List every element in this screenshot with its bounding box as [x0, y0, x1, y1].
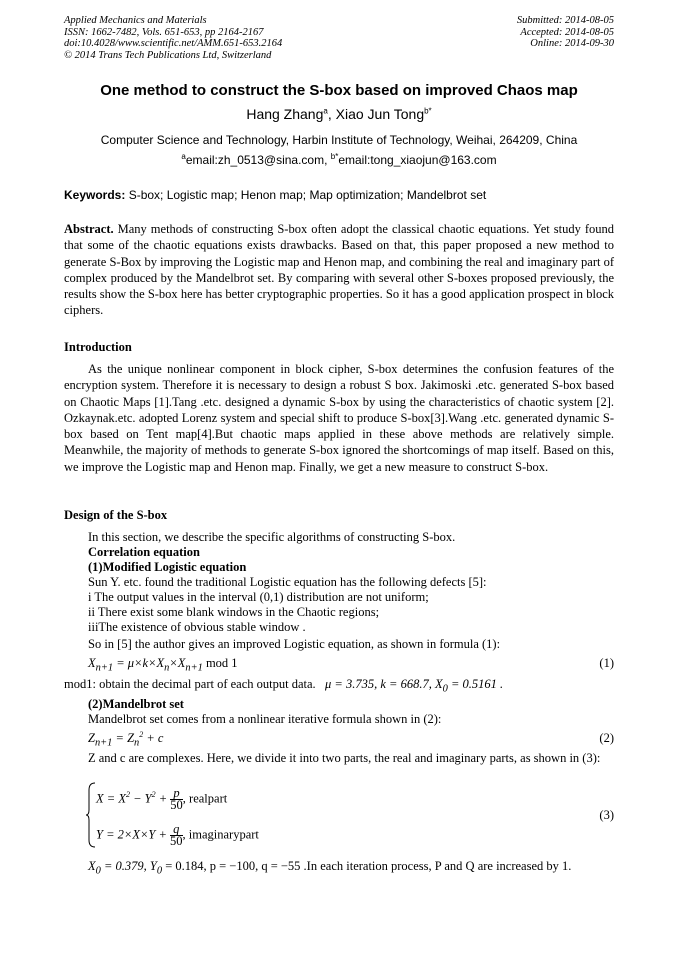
defect-3: iiiThe existence of obvious stable window . [88, 620, 306, 634]
journal-issn: ISSN: 1662-7482, Vols. 651-653, pp 2164-2167 [64, 26, 264, 38]
emails [0, 153, 678, 167]
correlation-heading: Correlation equation [88, 545, 200, 559]
brace-icon [86, 782, 96, 848]
design-intro: In this section, we describe the specific algorithms of constructing S-box. [88, 530, 456, 544]
journal-header-left [64, 15, 282, 61]
mod1-text: mod1: obtain the decimal part of each output data. [64, 677, 316, 691]
email-b-sup: b* [330, 152, 339, 161]
logistic-heading: (1)Modified Logistic equation [88, 560, 247, 574]
author-2-sup: b* [424, 106, 432, 116]
equation-3-imag: Y = 2×X×Y + $\frac{q}{50}$ , imaginarypart [96, 822, 259, 848]
keywords [64, 188, 624, 202]
keywords-label: Keywords: [64, 188, 126, 202]
email-b: email:tong_xiaojun@163.com [338, 153, 497, 167]
introduction-heading: Introduction [64, 340, 132, 354]
journal-doi: doi:10.4028/www.scientific.net/AMM.651-653.2164 [64, 38, 283, 49]
affiliation: Computer Science and Technology, Harbin Institute of Technology, Weihai, 264209, China [100, 133, 578, 147]
journal-name: Applied Mechanics and Materials [64, 15, 207, 26]
equation-1: $X_{n+1} = \mu\times k\times X_n\times X_{n+1}$ mod 1 [88, 656, 238, 674]
journal-copyright: © 2014 Trans Tech Publications Ltd, Switzerland [64, 49, 272, 61]
equation-2-number: (2) [599, 731, 614, 745]
accepted-date: Accepted: 2014-08-05 [520, 26, 614, 38]
author-2: Xiao Jun Tong [335, 106, 425, 122]
abstract [64, 221, 614, 319]
abstract-text: Many methods of constructing S-box often adopt the classical chaotic equations. Yet study found that some of the chaotic equations exists drawbacks. Based on that, this paper proposed a new method to generate S-Box by improving the Logistic map and Henon map, and combining the real and imaginary part of complex produced by the Mandelbrot set. By comparing with several other S-boxes proposed previously, the results show the S-box here has better cryptographic properties. So it has a good application prospect in block ciphers. [64, 222, 614, 318]
author-1: Hang Zhang [246, 106, 324, 122]
keywords-text: S-box; Logistic map; Henon map; Map optimization; Mandelbrot set [125, 188, 487, 202]
initial-values: $X_0 = 0.379$, $Y_0 = 0.184$, p = −100, q = −55 .In each iteration process, P and Q are increased by 1. [88, 859, 572, 877]
author-sep: , [327, 106, 336, 122]
equation-2: $Z_{n+1} = Z_n^2 + c$ [88, 729, 164, 749]
submitted-date: Submitted: 2014-08-05 [516, 15, 614, 26]
equation-3-number: (3) [599, 808, 614, 822]
mod1-line: mod1: obtain the decimal part of each output data. μ = 3.735, k = 668.7, $X_0 = 0.5161$ . [64, 677, 504, 695]
equation-1-number: (1) [599, 656, 614, 670]
improved-text: So in [5] the author gives an improved Logistic equation, as shown in formula (1): [88, 637, 501, 651]
defect-1: i The output values in the interval (0,1) distribution are not uniform; [88, 590, 429, 604]
online-date: Online: 2014-09-30 [530, 38, 614, 49]
email-a: email:zh_0513@sina.com, [185, 153, 331, 167]
mod1-params: μ = 3.735, k = 668.7, X [325, 677, 443, 691]
defect-2: ii There exist some blank windows in the Chaotic regions; [88, 605, 380, 619]
mandelbrot-intro: Mandelbrot set comes from a nonlinear iterative formula shown in (2): [88, 712, 442, 726]
authors [0, 106, 678, 122]
abstract-label: Abstract. [64, 222, 114, 236]
email-a-sup: a [181, 152, 186, 161]
complex-text: Z and c are complexes. Here, we divide it into two parts, the real and imaginary parts, as shown in (3): [88, 751, 601, 765]
paper-title: One method to construct the S-box based on improved Chaos map [100, 82, 578, 99]
introduction-text: As the unique nonlinear component in block cipher, S-box determines the confusion features of the encryption system. Therefore it is necessary to design a robust S box. Jakimoski .etc. generated S-box based on Chaotic Maps [1].Tang .etc. designed a dynamic S-box by using the characteristics of chaotic system [2]. Ozkaynak.etc. adopted Lorenz system and special shift to produce S-box[3].Wang .etc. generated dynamic S-box based on Tent map[4].But chaotic maps applied in these above methods are relatively simple. Meanwhile, the majority of methods to generate S-box ignored the shortcomings of map itself. Based on this, we improve the Logistic map and Henon map. Finally, we get a new measure to construct S-box. [64, 362, 614, 474]
journal-header-right [517, 15, 614, 50]
design-heading: Design of the S-box [64, 508, 168, 522]
equation-3-real: $X = X^2 - Y^2$ + $\frac{p}{50}$ , realpart [96, 786, 228, 812]
author-1-sup: a [323, 106, 328, 116]
mandelbrot-heading: (2)Mandelbrot set [88, 697, 184, 711]
defects-intro: Sun Y. etc. found the traditional Logistic equation has the following defects [5]: [88, 575, 487, 589]
